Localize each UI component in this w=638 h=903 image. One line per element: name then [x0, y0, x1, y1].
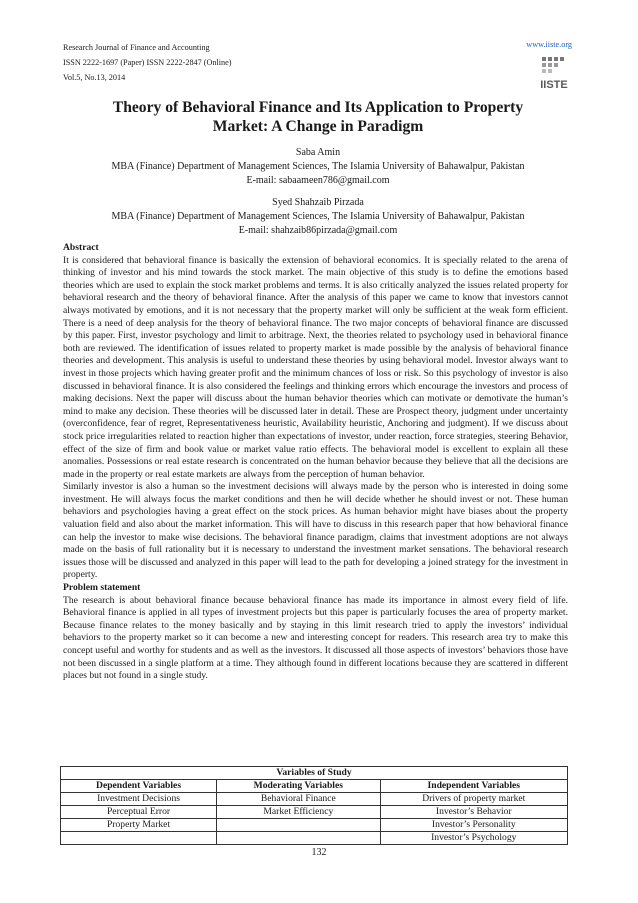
variables-table [60, 766, 568, 845]
iiste-logo [536, 55, 572, 93]
table-cell: Drivers of property market [380, 793, 567, 806]
table-cell: Market Efficiency [217, 806, 380, 819]
author-block-2 [63, 196, 573, 238]
journal-name: Research Journal of Finance and Accounting [63, 43, 210, 52]
abstract-heading: Abstract [63, 242, 99, 253]
table-row [61, 832, 568, 845]
page-number: 132 [311, 847, 327, 858]
table-cell: Investment Decisions [61, 793, 217, 806]
table-cell [217, 819, 380, 832]
table-cell: Investor’s Personality [380, 819, 567, 832]
author-name: Saba Amin [295, 147, 341, 158]
author-block-1 [63, 146, 573, 188]
table-row [61, 819, 568, 832]
author-affiliation: MBA (Finance) Department of Management Sciences, The Islamia University of Bahawalpur, Pakistan [111, 161, 525, 172]
problem-paragraph: The research is about behavioral finance because behavioral finance has made its importance in almost every field of life. Behavioral finance is applied in all types of investment projects but this paper is particularly focuses the area of property market. Because finance relates to the money basically and by staying in this limit research tried to apply the investors’ individual behaviors to the property market so it can become a new and interesting concept for readers. This research area try to make this concept useful and worthy for students and as well as the investors. It discussed all those aspects of investors’ behaviors those have not been discussed in a single platform at a time. They although found in different locations because they are scattered in different places but not found in a single study. [63, 594, 568, 682]
table-cell: Investor’s Psychology [380, 832, 567, 845]
table-cell [217, 832, 380, 845]
table-cell: Property Market [61, 819, 217, 832]
title-line-1: Theory of Behavioral Finance and Its Application to Property [112, 99, 524, 116]
table-cell: Investor’s Behavior [380, 806, 567, 819]
table-row [61, 806, 568, 819]
journal-website-link[interactable]: www.iiste.org [526, 40, 572, 49]
table-header-cell: Moderating Variables [217, 780, 380, 793]
author-email: E-mail: sabaameen786@gmail.com [246, 175, 390, 186]
author-name: Syed Shahzaib Pirzada [272, 197, 364, 208]
journal-header [63, 40, 232, 85]
journal-issn: ISSN 2222-1697 (Paper) ISSN 2222-2847 (Online) [63, 58, 232, 67]
table-header-cell: Independent Variables [380, 780, 567, 793]
problem-heading: Problem statement [63, 582, 141, 594]
table-caption: Variables of Study [61, 767, 568, 780]
abstract-paragraph-1: It is considered that behavioral finance is basically the extension of behavioral economics. It is specially related to the arena of thinking of investor and his mind towards the stock market. The main objective of this study is to define the emotions based theories which are used to explain the stock market problems and terms. It is also critically analyzed the issues related property for behavioral research and the theory of behavioral finance. After the analysis of this paper we came to know that investors cannot always motivated by emotions, and it is not necessary that the property market will only be sufficient at the weak form efficient. There is a need of deep analysis for the theory of behavioral finance. The two major concepts of behavioral finance are discussed by this paper. First, investor psychology and limit to arbitrage. Next, the theories related to psychology used in behavioral finance both are reviewed. The identification of issues related to property market is made possible by the analysis of behavioral finance theories and development. This analysis is useful to understand these theories by using behavioral model. Investor always want to invest in those projects which having greater profit and the minimum chances of loss or risk. So this psychology of investor is also discussed in behavioral finance. It is also considered the feelings and thinking errors which encourage the investors and process of making decisions. Next the paper will discuss about the human behavior theories which can motivate or demotivate the human’s mind to make any decision. These theories will be discussed later in detail. These are Prospect theory, judgment under uncertainty (overconfidence, fear of regret, Representativeness heuristic, Availability heuristic, Anchoring and judgment). If we discuss about stock price irregularities related to reaction higher than expectations of investor, under reaction, force strategies, steering Behavior, effect of the size of firm and book value or market value ratio effects. The behavioral model is excellent to explain all these anomalies. Possessions or real estate research is concentrated on the human behavior because they believe that all the decisions are made in the property or real estate markets are always from the perception of human behavior. [63, 254, 568, 480]
author-affiliation: MBA (Finance) Department of Management Sciences, The Islamia University of Bahawalpur, Pakistan [111, 211, 525, 222]
table-row [61, 793, 568, 806]
svg-text:IISTE: IISTE [540, 79, 568, 91]
abstract-paragraph-2: Similarly investor is also a human so the investment decisions will always made by the person who is interested in doing some investment. He will always focus the market conditions and then he will decide whether he should invest or not. These human behaviors and psychologies having a great effect on the stock prices. As human behavior might have biases about the property valuation field and also about the market information. This will have to discuss in this research paper that how behavioral finance can help the investor to make wise decisions. The behavioral finance paradigm, claims that investment adoptions are not always made on the basis of full rationality but it is necessary to understand the investment market sensations. The behavioral research issues those will be discussed and analyzed in this paper will lead to the path for developing a joined strategy for the investment in property. [63, 481, 568, 581]
table-header-row [61, 780, 568, 793]
title-line-2: Market: A Change in Paradigm [212, 118, 424, 135]
abstract-section [63, 242, 568, 683]
table-header-cell: Dependent Variables [61, 780, 217, 793]
table-cell [61, 832, 217, 845]
author-email: E-mail: shahzaib86pirzada@gmail.com [238, 225, 398, 236]
table-cell: Behavioral Finance [217, 793, 380, 806]
journal-volume: Vol.5, No.13, 2014 [63, 73, 126, 82]
table-cell: Perceptual Error [61, 806, 217, 819]
paper-title [63, 98, 573, 136]
